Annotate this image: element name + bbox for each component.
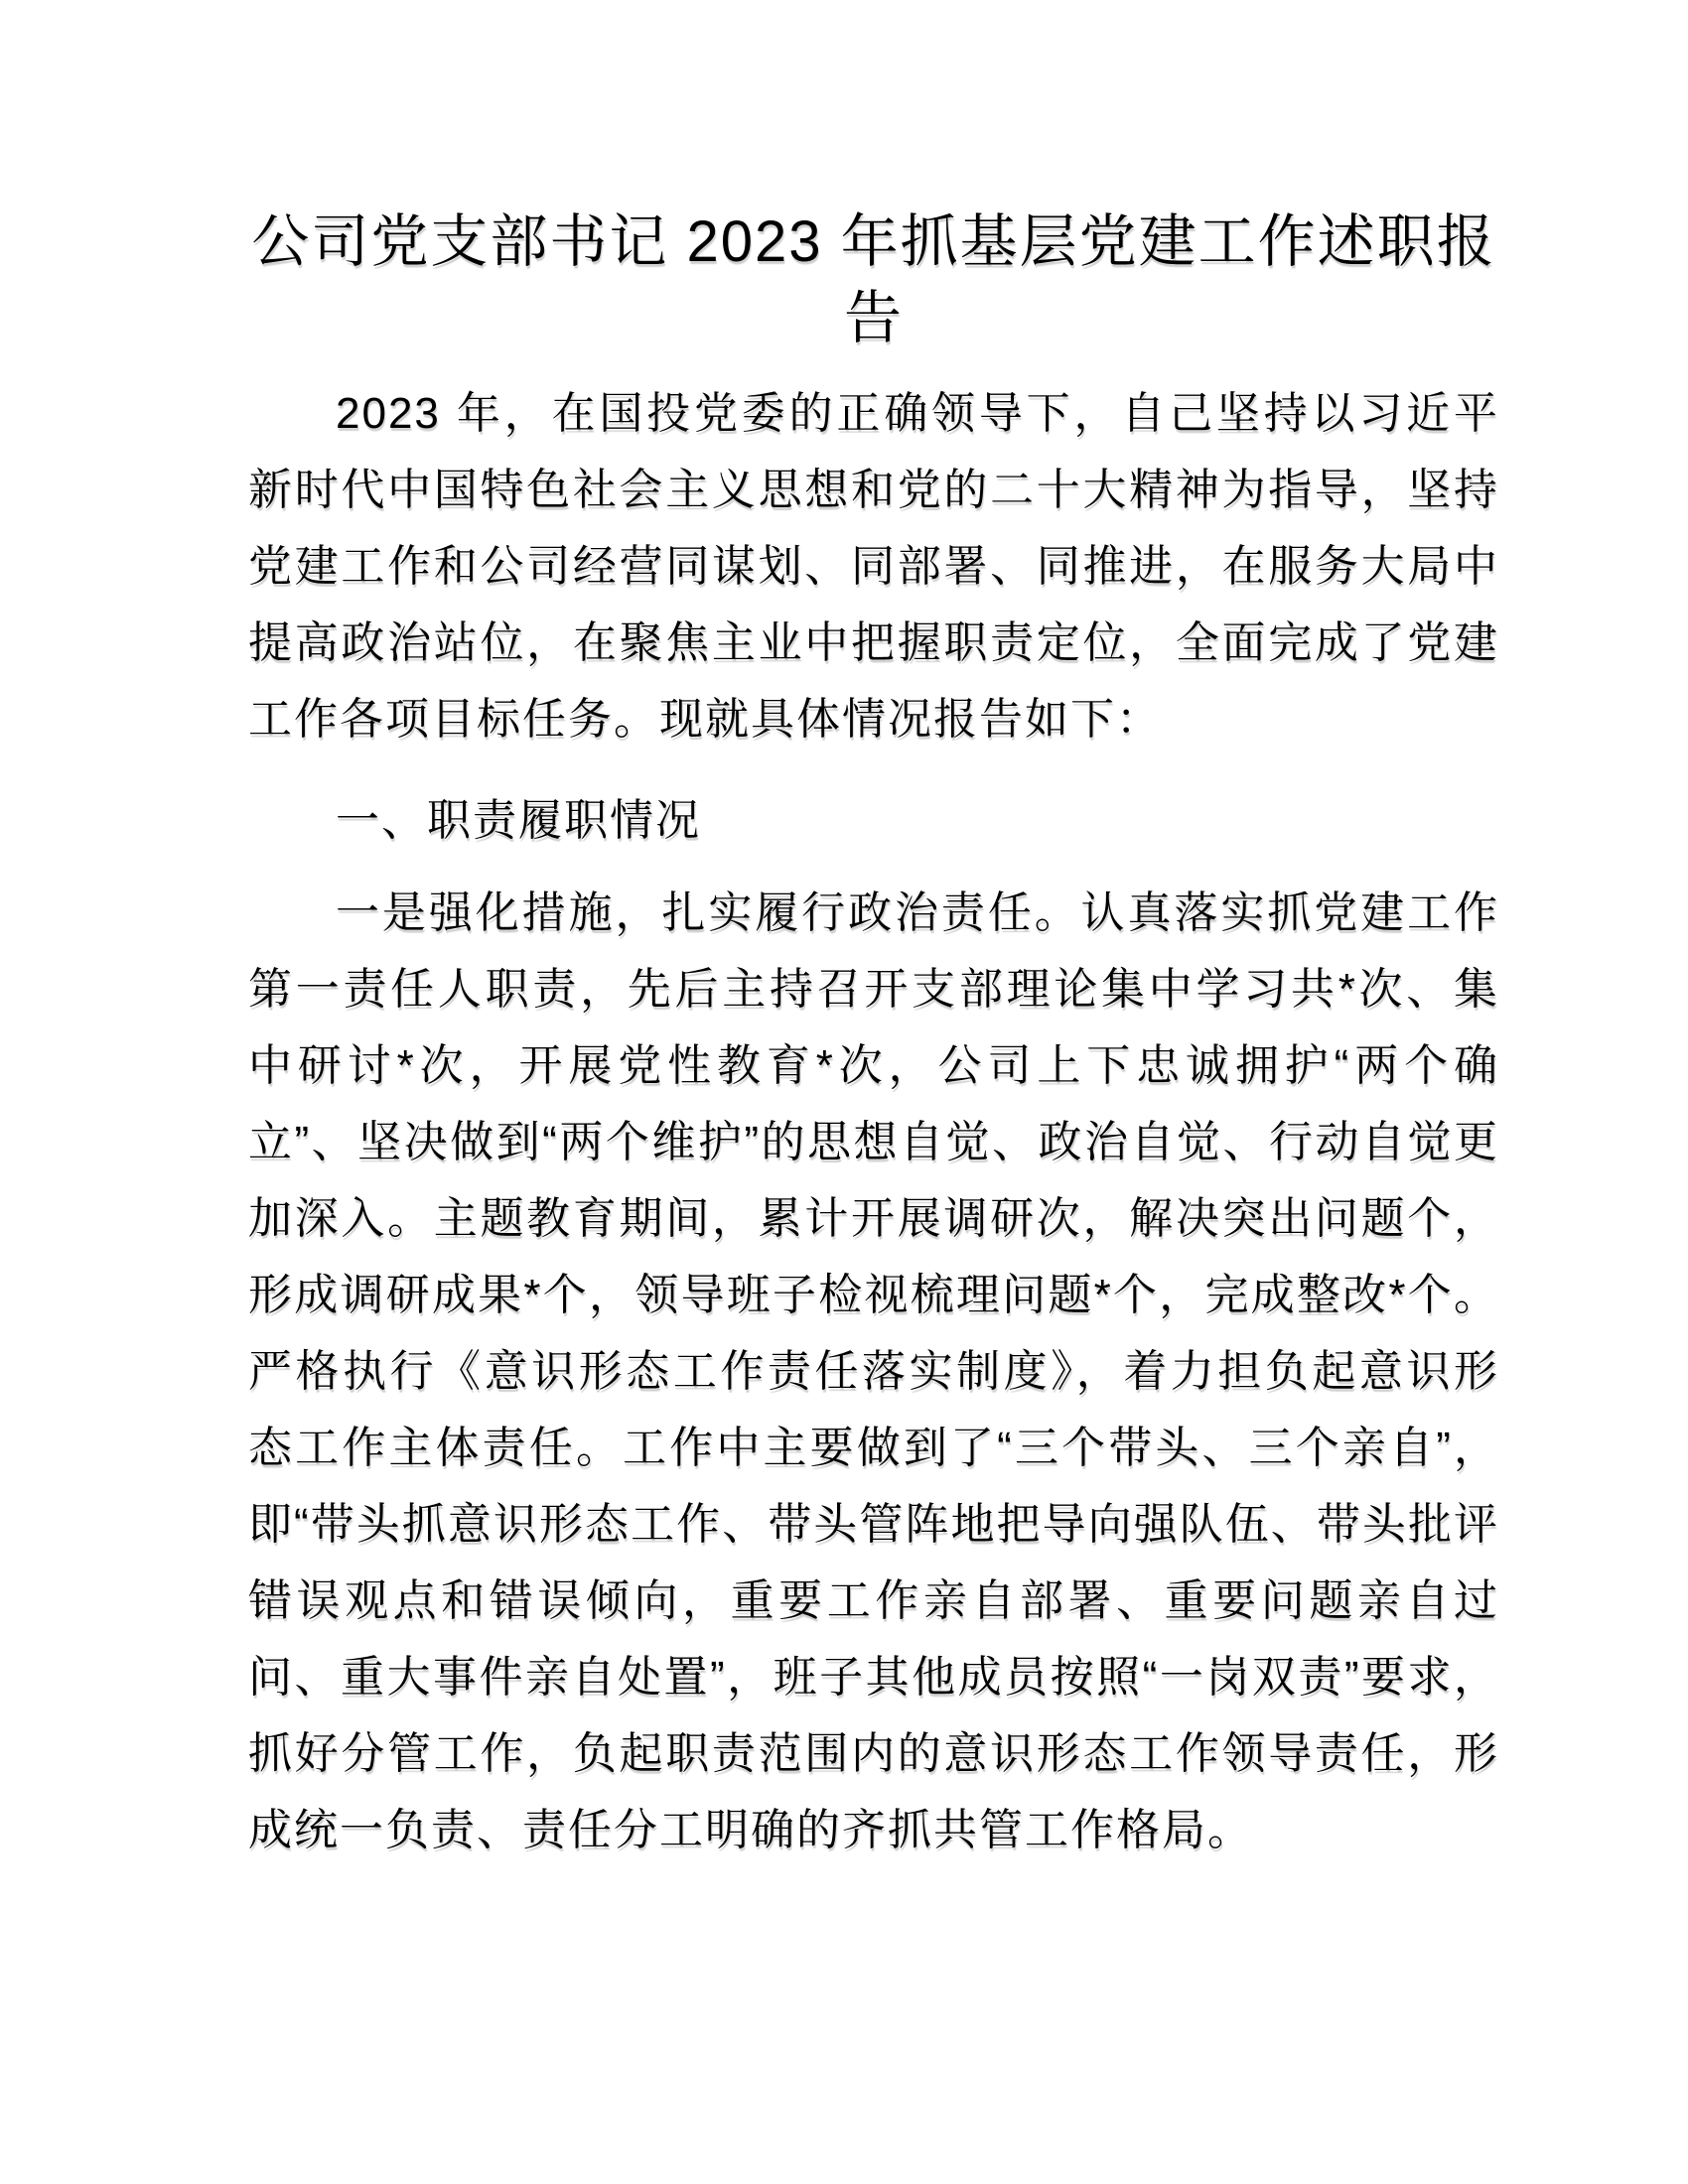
- section-1-paragraph: 一是强化措施，扎实履行政治责任。认真落实抓党建工作第一责任人职责，先后主持召开支部理论集中学习共*次、集中研讨*次，开展党性教育*次，公司上下忠诚拥护“两个确立”、坚决做到“两个维护”的思想自觉、政治自觉、行动自觉更加深入。主题教育期间，累计开展调研次，解决突出问题个，形成调研成果*个，领导班子检视梳理问题*个，完成整改*个。严格执行《意识形态工作责任落实制度》，着力担负起意识形态工作主体责任。工作中主要做到了“三个带头、三个亲自”，即“带头抓意识形态工作、带头管阵地把导向强队伍、带头批评错误观点和错误倾向，重要工作亲自部署、重要问题亲自过问、重大事件亲自处置”，班子其他成员按照“一岗双责”要求，抓好分管工作，负起职责范围内的意识形态工作领导责任，形成统一负责、责任分工明确的齐抓共管工作格局。: [248, 888, 1499, 1854]
- document-title: 公司党支部书记 2023 年抓基层党建工作述职报告: [251, 209, 1496, 350]
- section-1-heading: 一、职责履职情况: [336, 796, 701, 845]
- intro-paragraph: 2023 年，在国投党委的正确领导下，自己坚持以习近平新时代中国特色社会主义思想和党的二十大精神为指导，坚持党建工作和公司经营同谋划、同部署、同推进，在服务大局中提高政治站位，在聚焦主业中把握职责定位，全面完成了党建工作各项目标任务。现就具体情况报告如下：: [248, 389, 1499, 744]
